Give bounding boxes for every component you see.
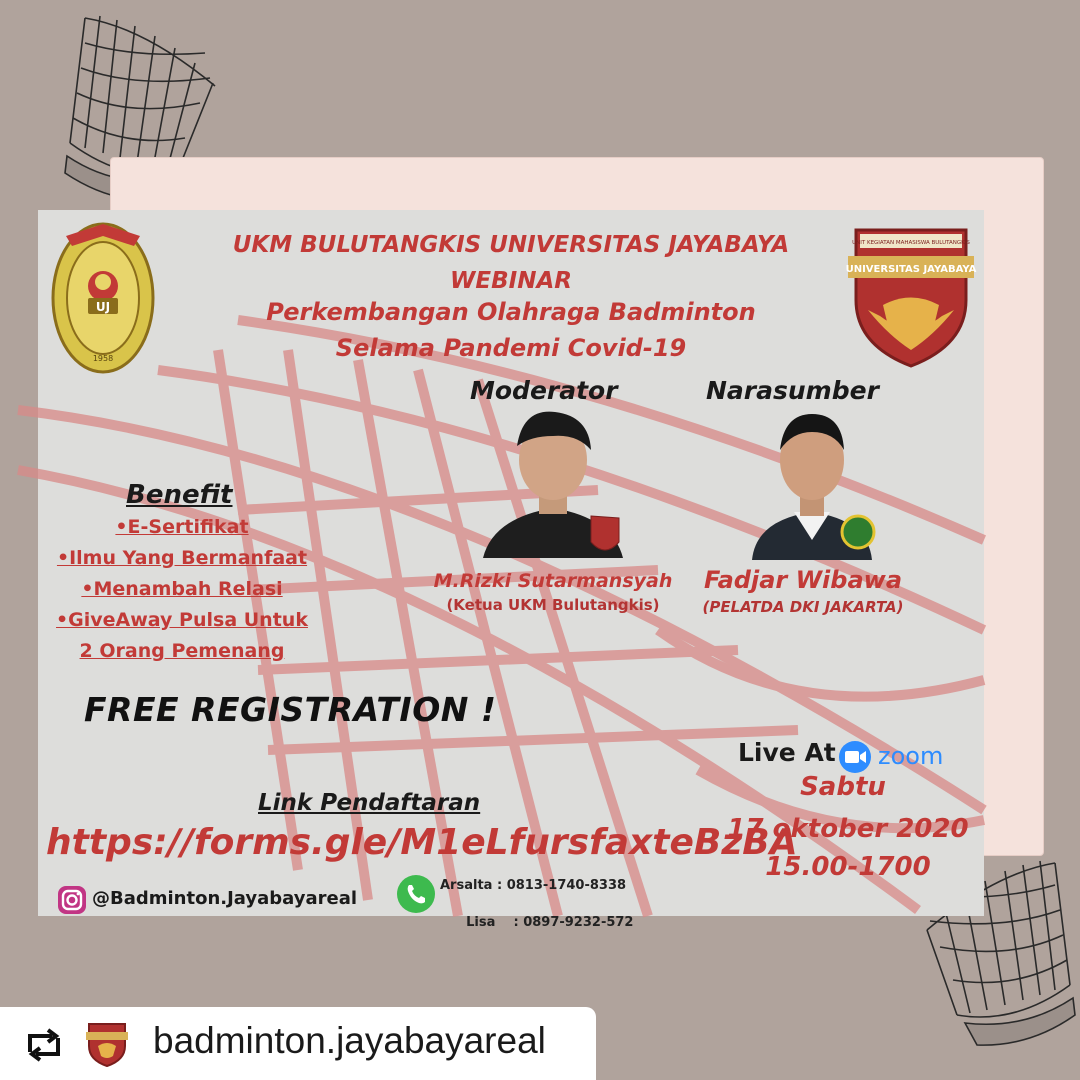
contact-name: Arsalta (440, 878, 493, 893)
registration-link-heading: Link Pendaftaran (258, 790, 481, 816)
header-line-1: UKM BULUTANGKIS UNIVERSITAS JAYABAYA (232, 232, 790, 258)
moderator-name: M.Rizki Sutarmansyah (433, 570, 673, 592)
contact-phone: 0897-9232-572 (523, 915, 634, 930)
zoom-icon (838, 740, 872, 774)
moderator-photo (473, 398, 633, 558)
moderator-role: Moderator (470, 376, 618, 405)
event-day: Sabtu (800, 772, 886, 802)
instagram-icon (56, 884, 88, 916)
uj-mark: UJ (95, 300, 111, 314)
free-registration-text: FREE REGISTRATION ! (84, 690, 497, 729)
speaker-name: Fadjar Wibawa (703, 566, 903, 594)
live-at-text: Live At (738, 738, 836, 767)
uj-year: 1958 (92, 354, 114, 363)
contact-separator: : (492, 878, 507, 893)
benefit-list (42, 512, 322, 667)
shield-top-text: UNIT KEGIATAN MAHASISWA BULUTANGKIS (852, 240, 970, 246)
benefit-heading: Benefit (126, 480, 233, 510)
benefit-item: •E-Sertifikat (115, 516, 249, 538)
header-line-2: WEBINAR (450, 268, 572, 294)
benefit-item: •Ilmu Yang Bermanfaat (56, 547, 308, 569)
moderator-title: (Ketua UKM Bulutangkis) (446, 596, 660, 614)
benefit-item: •Menambah Relasi (81, 578, 283, 600)
benefit-item: 2 Orang Pemenang (79, 640, 285, 662)
shield-banner-text: UNIVERSITAS JAYABAYA (845, 264, 977, 275)
event-date: 17 oktober 2020 (727, 814, 969, 844)
contact-separator: : (495, 915, 524, 930)
speaker-photo (742, 400, 882, 560)
contact-name: Lisa (466, 915, 496, 930)
repost-username[interactable]: badminton.jayabayareal (153, 1020, 546, 1061)
whatsapp-phone-icon (396, 874, 436, 914)
header-line-4: Selama Pandemi Covid-19 (335, 334, 687, 362)
zoom-label: zoom (878, 742, 944, 770)
contact-lisa (448, 900, 633, 945)
event-time: 15.00-1700 (765, 852, 931, 882)
speaker-title: (PELATDA DKI JAKARTA) (702, 598, 904, 616)
webinar-poster (38, 210, 984, 930)
contact-phone: 0813-1740-8338 (506, 878, 627, 893)
speaker-role: Narasumber (706, 376, 879, 405)
header-line-3: Perkembangan Olahraga Badminton (266, 298, 756, 326)
instagram-handle: @Badminton.Jayabayareal (92, 888, 358, 909)
benefit-item: •GiveAway Pulsa Untuk (56, 609, 308, 631)
account-avatar[interactable] (86, 1020, 128, 1068)
registration-link[interactable]: https://forms.gle/M1eLfursfaxteBzBA (46, 822, 798, 863)
contact-arsalta (440, 878, 626, 893)
repost-icon[interactable] (20, 1026, 68, 1064)
